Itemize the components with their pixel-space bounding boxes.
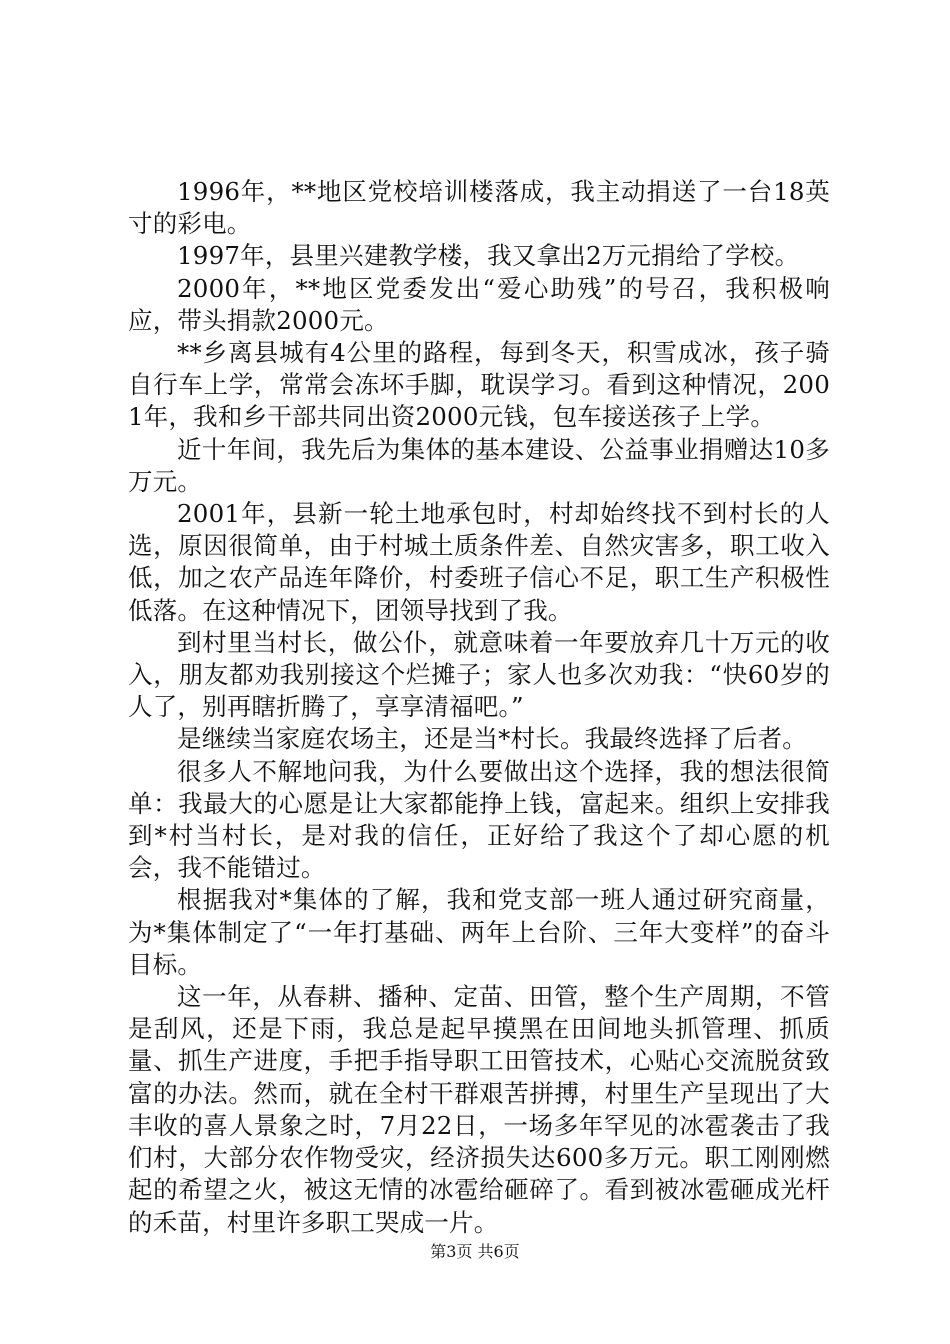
paragraph-6: 2001年，县新一轮土地承包时，村却始终找不到村长的人选，原因很简单，由于村城土质条件差、自然灾害多，职工收入低，加之农产品连年降价，村委班子信心不足，职工生产积极性低落。在这种情况下，团领导找到了我。 xyxy=(128,499,830,625)
paragraph-8: 是继续当家庭农场主，还是当*村长。我最终选择了后者。 xyxy=(177,724,807,754)
paragraph-1: 1996年，**地区党校培训楼落成，我主动捐送了一台18英寸的彩电。 xyxy=(128,177,830,239)
paragraph-11: 这一年，从春耕、播种、定苗、田管，整个生产周期，不管是刮风，还是下雨，我总是起早摸黑在田间地头抓管理、抓质量、抓生产进度，手把手指导职工田管技术，心贴心交流脱贫致富的办法。然而，就在全村干群艰苦拼搏，村里生产呈现出了大丰收的喜人景象之时，7月22日，一场多年罕见的冰雹袭击了我们村，大部分农作物受灾，经济损失达600多万元。职工刚刚燃起的希望之火，被这无情的冰雹给砸碎了。看到被冰雹砸成光杆的禾苗，村里许多职工哭成一片。 xyxy=(128,982,830,1237)
paragraph-3: 2000年，**地区党委发出“爱心助残”的号召，我积极响应，带头捐款2000元。 xyxy=(128,273,830,335)
document-body xyxy=(128,176,830,1239)
paragraph-7: 到村里当村长，做公仆，就意味着一年要放弃几十万元的收入，朋友都劝我别接这个烂摊子；家人也多次劝我：“快60岁的人了，别再瞎折腾了，享享清福吧。” xyxy=(128,627,830,722)
paragraph-9: 很多人不解地问我，为什么要做出这个选择，我的想法很简单：我最大的心愿是让大家都能挣上钱，富起来。组织上安排我到*村当村长，是对我的信任，正好给了我这个了却心愿的机会，我不能错过。 xyxy=(128,756,830,883)
page-number-footer: 第3页 共6页 xyxy=(430,1242,520,1261)
paragraph-10: 根据我对*集体的了解，我和党支部一班人通过研究商量，为*集体制定了“一年打基础、两年上台阶、三年大变样”的奋斗目标。 xyxy=(128,885,830,979)
paragraph-2: 1997年，县里兴建教学楼，我又拿出2万元捐给了学校。 xyxy=(177,241,800,271)
paragraph-5: 近十年间，我先后为集体的基本建设、公益事业捐赠达10多万元。 xyxy=(128,434,830,496)
paragraph-4: **乡离县城有4公里的路程，每到冬天，积雪成冰，孩子骑自行车上学，常常会冻坏手脚，耽误学习。看到这种情况，2001年，我和乡干部共同出资2000元钱，包车接送孩子上学。 xyxy=(128,338,830,432)
